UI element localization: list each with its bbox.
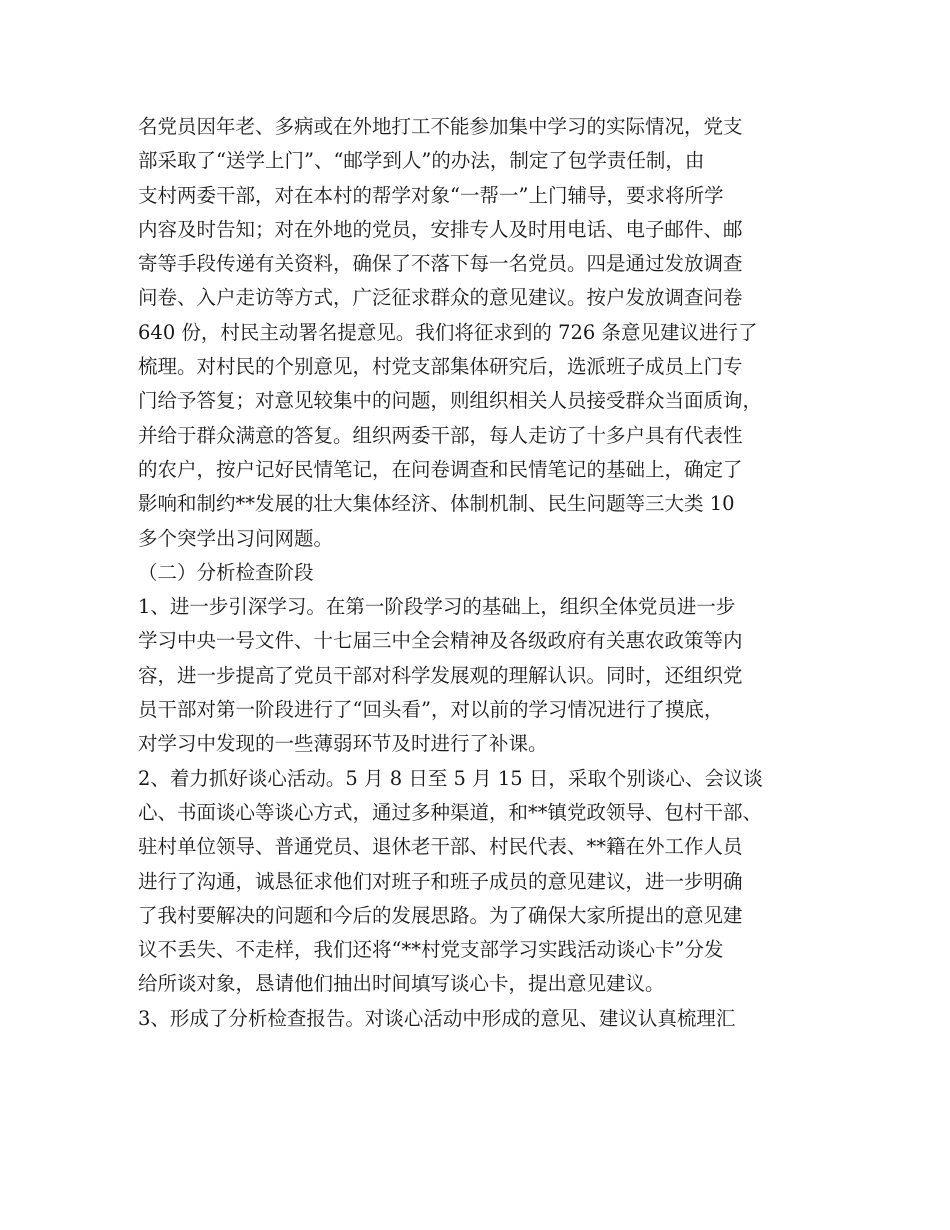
text-line: 给所谈对象，恳请他们抽出时间填写谈心卡，提出意见建议。 [138, 972, 665, 996]
text-line: 支村两委干部，对在本村的帮学对象“一帮一”上门辅导，要求将所学 [138, 183, 724, 207]
text-line: 问卷、入户走访等方式，广泛征求群众的意见建议。按户发放调查问卷 [138, 286, 743, 310]
text-line: 3、形成了分析检查报告。对谈心活动中形成的意见、建议认真梳理汇 [138, 1006, 736, 1030]
text-line: 名党员因年老、多病或在外地打工不能参加集中学习的实际情况，党支 [138, 115, 743, 138]
text-line: 员干部对第一阶段进行了“回头看”，对以前的学习情况进行了摸底， [138, 698, 724, 722]
text-line: 议不丢失、不走样，我们还将“**村党支部学习实践活动谈心卡”分发 [138, 938, 724, 962]
text-line: 了我村要解决的问题和今后的发展思路。为了确保大家所提出的意见建 [138, 903, 743, 927]
text-line: 对学习中发现的一些薄弱环节及时进行了补课。 [138, 732, 548, 756]
text-line: 640 份，村民主动署名提意见。我们将征求到的 726 条意见建议进行了 [138, 320, 758, 344]
text-line: 影响和制约**发展的壮大集体经济、体制机制、民生问题等三大类 10 [138, 492, 735, 516]
text-line: 驻村单位领导、普通党员、退休老干部、村民代表、**籍在外工作人员 [138, 835, 743, 859]
text-line: 并给于群众满意的答复。组织两委干部，每人走访了十多户具有代表性 [138, 423, 743, 447]
text-line: 容，进一步提高了党员干部对科学发展观的理解认识。同时，还组织党 [138, 663, 743, 687]
text-line: 进行了沟通，诚恳征求他们对班子和班子成员的意见建议，进一步明确 [138, 869, 743, 893]
text-line: 门给予答复；对意见较集中的问题，则组织相关人员接受群众当面质询， [138, 389, 763, 413]
text-line: 部采取了“送学上门”、“邮学到人”的办法，制定了包学责任制，由 [138, 149, 705, 173]
text-line: 1、进一步引深学习。在第一阶段学习的基础上，组织全体党员进一步 [138, 595, 736, 619]
text-line: 梳理。对村民的个别意见，村党支部集体研究后，选派班子成员上门专 [138, 355, 743, 379]
document-body [138, 110, 828, 1036]
text-line: 内容及时告知；对在外地的党员，安排专人及时用电话、电子邮件、邮 [138, 217, 743, 241]
text-line: 2、着力抓好谈心活动。5 月 8 日至 5 月 15 日，采取个别谈心、会议谈 [138, 766, 763, 790]
text-line: 的农户，按户记好民情笔记，在问卷调查和民情笔记的基础上，确定了 [138, 457, 743, 481]
text-line: 多个突学出习问网题。 [138, 526, 334, 550]
text-line: 学习中央一号文件、十七届三中全会精神及各级政府有关惠农政策等内 [138, 629, 743, 653]
text-line: 寄等手段传递有关资料，确保了不落下每一名党员。四是通过发放调查 [138, 252, 743, 276]
text-line: 心、书面谈心等谈心方式，通过多种渠道，和**镇党政领导、包村干部、 [138, 800, 763, 824]
section-heading: （二）分析检查阶段 [138, 560, 314, 584]
